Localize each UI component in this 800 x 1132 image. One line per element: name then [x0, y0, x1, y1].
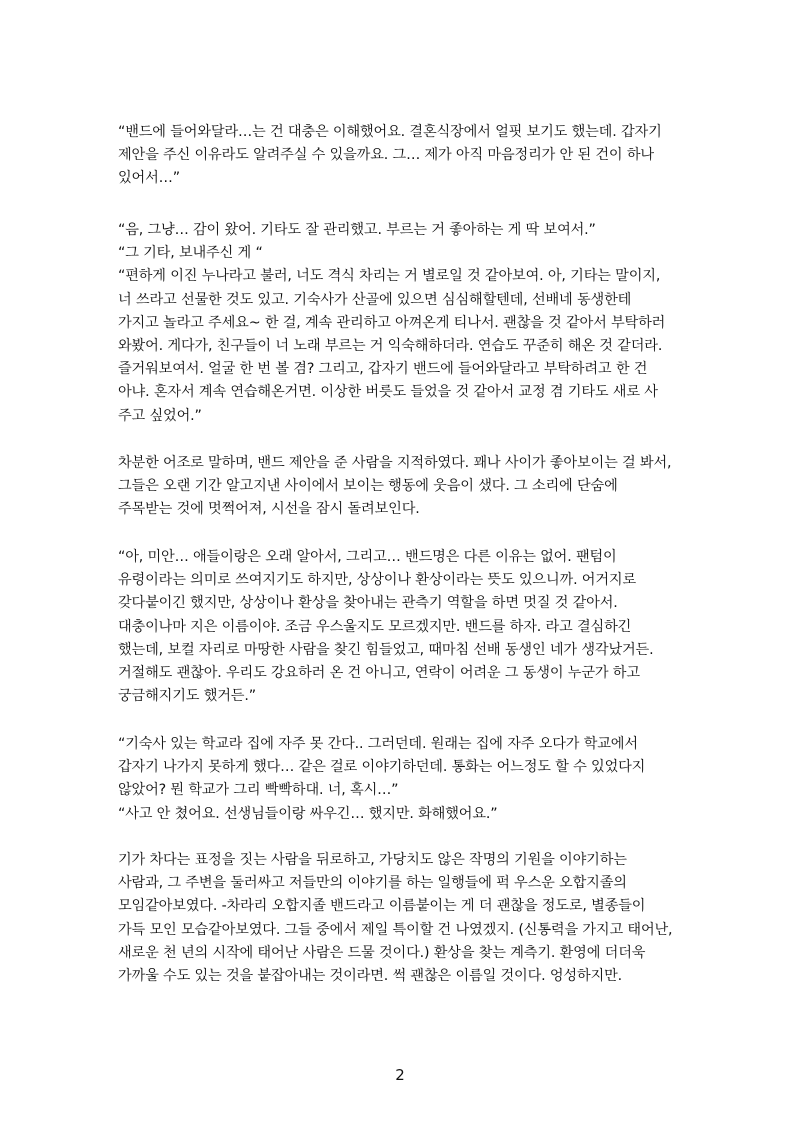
text-line: 가득 모인 모습같아보였다. 그들 중에서 제일 특이할 건 나였겠지. (신통력을 가지고 태어난,: [118, 921, 673, 938]
text-line: “편하게 이진 누나라고 불러, 너도 격식 차리는 거 별로일 것 같아보여. 아, 기타는 말이지,: [118, 268, 661, 285]
text-line: 가지고 놀라고 주세요~ 한 걸, 계속 관리하고 아껴온게 티나서. 괜찮을 것 같아서 부탁하러: [118, 314, 666, 331]
text-line: 너 쓰라고 선물한 것도 있고. 기숙사가 산골에 있으면 심심해할텐데, 선배네 동생한테: [118, 291, 632, 308]
text-line: 갖다붙이긴 했지만, 상상이나 환상을 찾아내는 관측기 역할을 하면 멋질 것 같아서.: [118, 595, 618, 612]
text-line: 새로운 천 년의 시작에 태어난 사람은 드물 것이다.) 환상을 찾는 계측기. 환영에 더더욱: [118, 944, 646, 961]
text-line: “그 기타, 보내주신 게 “: [118, 245, 263, 262]
text-line: 유령이라는 의미로 쓰여지기도 하지만, 상상이나 환상이라는 뜻도 있으니까. 어거지로: [118, 572, 637, 589]
text-line: 그들은 오랜 기간 알고지낸 사이에서 보이는 행동에 웃음이 샜다. 그 소리에 단숨에: [118, 478, 618, 495]
text-line: “음, 그냥… 감이 왔어. 기타도 잘 관리했고. 부르는 거 좋아하는 게 딱 보여서.”: [118, 222, 596, 238]
text-line: 주목받는 것에 멋쩍어져, 시선을 잠시 돌려보인다.: [118, 501, 420, 518]
text-line: 모임같아보였다. -차라리 오합지졸 밴드라고 이름붙이는 게 더 괜찮을 정도로, 별종들이: [118, 898, 646, 915]
paragraph-3: [118, 452, 718, 522]
text-line: 갑자기 나가지 못하게 했다… 같은 걸로 이야기하던데. 통화는 어느정도 할 수 있었다지: [118, 759, 646, 776]
text-line: “밴드에 들어와달라…는 건 대충은 이해했어요. 결혼식장에서 얼핏 보기도 했는데. 갑자기: [118, 124, 662, 140]
text-line: 사람과, 그 주변을 둘러싸고 저들만의 이야기를 하는 일행들에 퍽 우스운 오합지졸의: [118, 875, 627, 892]
text-line: 거절해도 괜찮아. 우리도 강요하러 온 건 아니고, 연락이 어려운 그 동생이 누군가 하고: [118, 664, 640, 681]
text-line: 궁금해지기도 했거든.”: [118, 688, 256, 705]
paragraph-4: [118, 546, 718, 708]
text-line: 아냐. 혼자서 계속 연습해온거면. 이상한 버릇도 들었을 것 같아서 교정 겸 기타도 새로 사: [118, 384, 658, 401]
text-line: 와봤어. 게다가, 친구들이 너 노래 부르는 거 익숙해하더라. 연습도 꾸준히 해온 것 같더라.: [118, 337, 663, 354]
paragraph-2: [118, 219, 718, 428]
text-line: 차분한 어조로 말하며, 밴드 제안을 준 사람을 지적하였다. 꽤나 사이가 좋아보이는 걸 봐서,: [118, 455, 672, 471]
text-line: 대충이나마 지은 이름이야. 조금 우스울지도 모르겠지만. 밴드를 하자. 라고 결심하긴: [118, 618, 632, 635]
text-line: 않았어? 뭔 학교가 그리 빡빡하대. 너, 혹시…”: [118, 782, 399, 799]
paragraph-1: [118, 121, 718, 191]
text-line: 주고 싶었어.”: [118, 407, 202, 424]
text-line: 제안을 주신 이유라도 알려주실 수 있을까요. 그… 제가 아직 마음정리가 안 된 건이 하나: [118, 147, 654, 164]
text-line: “사고 안 쳤어요. 선생님들이랑 싸우긴… 했지만. 화해했어요.”: [118, 805, 498, 822]
text-line: “아, 미안… 애들이랑은 오래 알아서, 그리고… 밴드명은 다른 이유는 없어. 팬텀이: [118, 549, 617, 565]
paragraph-5: [118, 733, 718, 826]
text-line: 즐거워보여서. 얼굴 한 번 볼 겸? 그리고, 갑자기 밴드에 들어와달라고 부탁하려고 한 건: [118, 361, 648, 378]
text-line: 기가 차다는 표정을 짓는 사람을 뒤로하고, 가당치도 않은 작명의 기원을 이야기하는: [118, 852, 627, 868]
text-line: 했는데, 보컬 자리로 마땅한 사람을 찾긴 힘들었고, 때마침 선배 동생인 네가 생각났거든.: [118, 641, 654, 658]
text-line: 있어서…”: [118, 170, 180, 187]
text-line: 가까울 수도 있는 것을 붙잡아내는 것이라면. 썩 괜찮은 이름일 것이다. 엉성하지만.: [118, 967, 622, 984]
paragraph-6: [118, 849, 718, 988]
text-line: “기숙사 있는 학교라 집에 자주 못 간다.. 그러던데. 원래는 집에 자주 오다가 학교에서: [118, 736, 638, 752]
page-number: 2: [395, 1066, 405, 1084]
